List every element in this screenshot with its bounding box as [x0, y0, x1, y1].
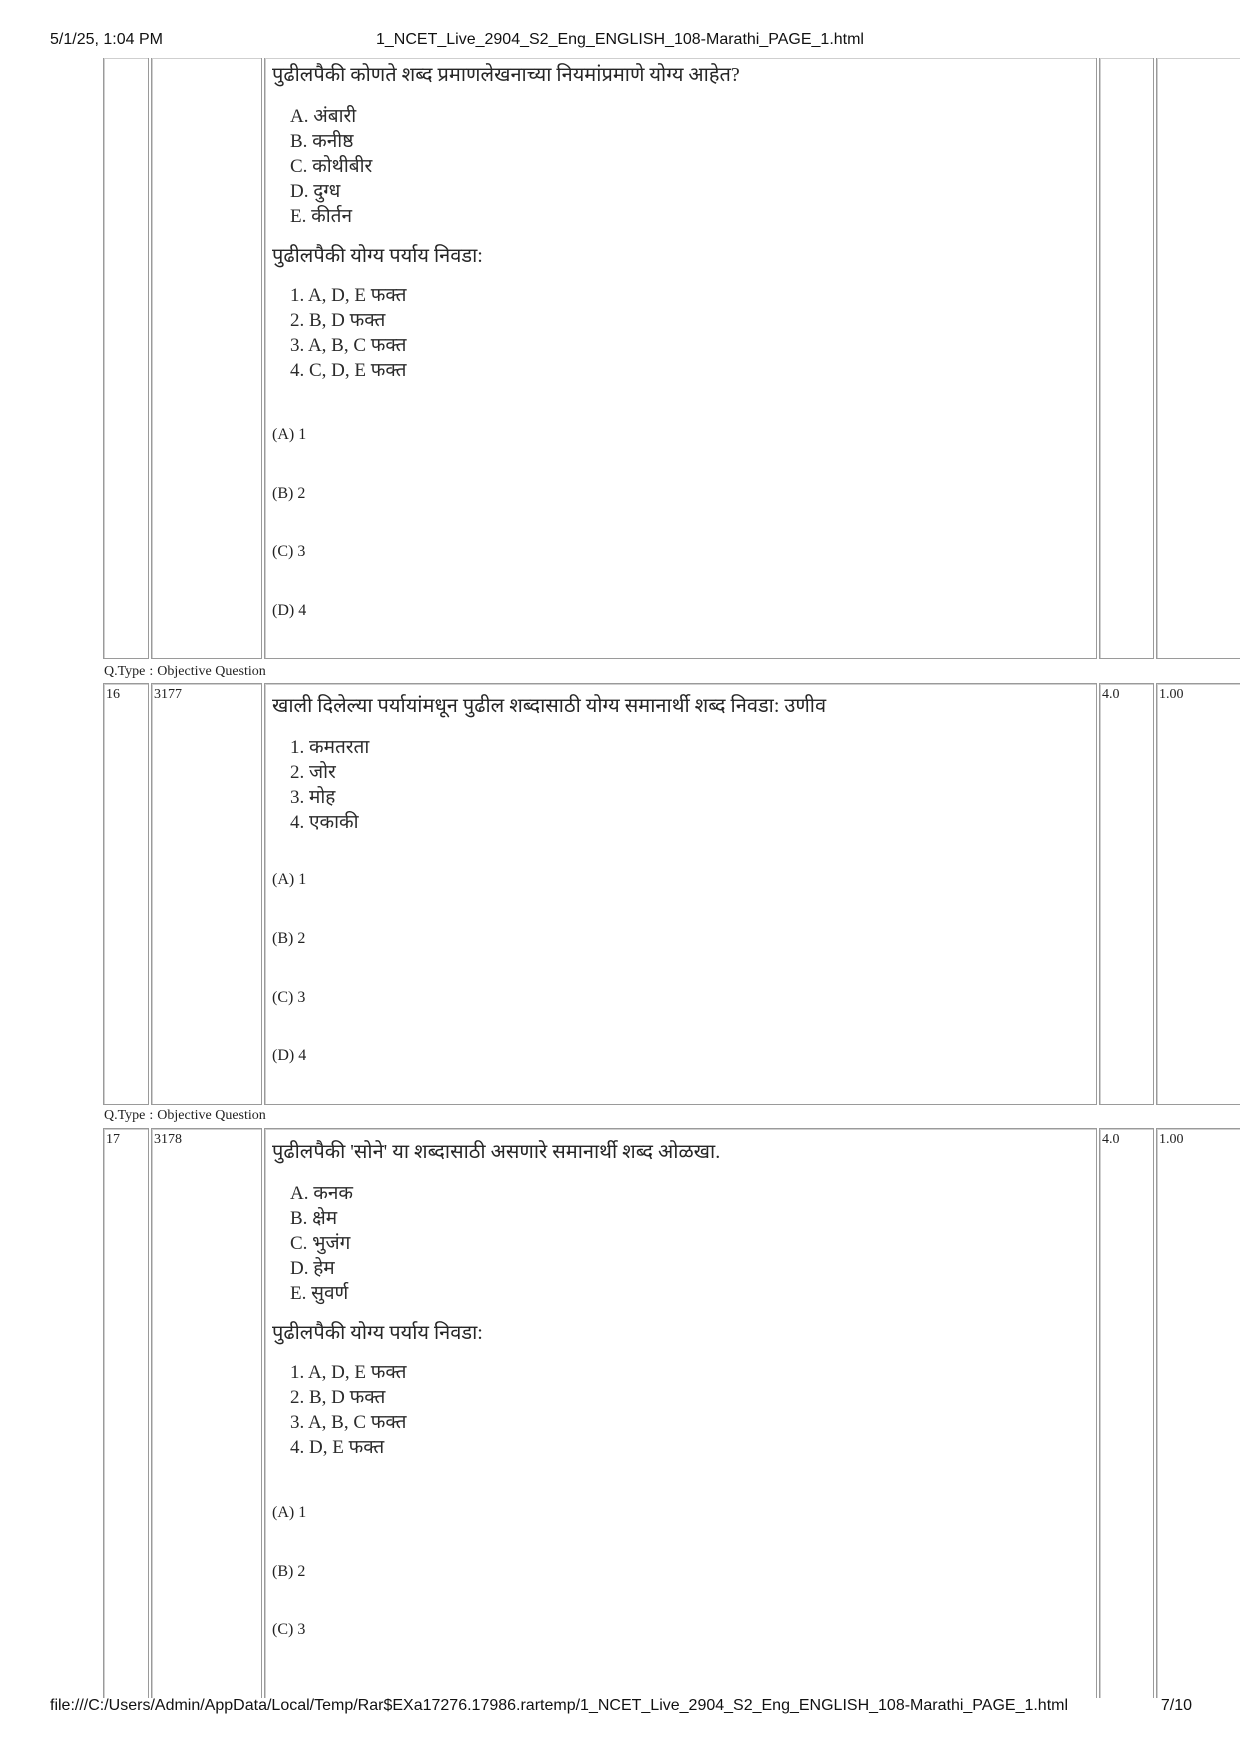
print-file-path: file:///C:/Users/Admin/AppData/Local/Temp/Rar$EXa17276.17986.rartemp/1_NCET_Live_2904_S2_Eng_ENGLISH_108-Marathi_PAGE_1.html [50, 1697, 1069, 1714]
statement-item: A. अंबारी [290, 106, 357, 127]
qtype-separator: : [149, 664, 154, 679]
answer-option-a[interactable]: (A) 1 [272, 871, 307, 888]
choice-list [272, 735, 826, 835]
qid-cell [151, 58, 262, 659]
qtype-value: Objective Question [157, 1108, 266, 1123]
choice-item: 2. जोर [290, 762, 336, 783]
question-17-body [272, 1139, 720, 1460]
sno-cell [103, 683, 149, 1105]
qtype-label: Q.Type [104, 664, 146, 679]
qtype-line [104, 664, 270, 680]
print-datetime: 5/1/25, 1:04 PM [50, 31, 163, 48]
question-15-body [272, 62, 740, 383]
marks-value: 4.0 [1102, 1132, 1120, 1147]
statement-item: A. कनक [290, 1183, 353, 1204]
answer-option-d[interactable]: (D) 4 [272, 1047, 307, 1064]
qid-cell [151, 683, 262, 1105]
print-page-number: 7/10 [1160, 1697, 1192, 1714]
statement-item: B. क्षेम [290, 1208, 338, 1229]
sno-cell [103, 58, 149, 659]
negative-marks-value: 1.00 [1159, 1132, 1184, 1147]
statement-item: B. कनीष्ठ [290, 131, 354, 152]
choose-prompt: पुढीलपैकी योग्य पर्याय निवडा: [272, 1322, 483, 1344]
answer-option-a[interactable]: (A) 1 [272, 1504, 307, 1521]
marks-cell [1099, 683, 1154, 1105]
choice-item: 2. B, D फक्त [290, 1387, 386, 1408]
marks-value: 4.0 [1102, 687, 1120, 702]
choice-item: 1. कमतरता [290, 737, 370, 758]
statement-item: C. भुजंग [290, 1233, 351, 1254]
marks-cell [1099, 1128, 1154, 1698]
negative-marks-cell [1156, 1128, 1240, 1698]
answer-option-a[interactable]: (A) 1 [272, 426, 307, 443]
qtype-value: Objective Question [157, 664, 266, 679]
answer-option-c[interactable]: (C) 3 [272, 989, 306, 1006]
question-16-body [272, 693, 826, 835]
question-stem: पुढीलपैकी 'सोने' या शब्दासाठी असणारे समानार्थी शब्द ओळखा. [272, 1141, 721, 1163]
answer-option-b[interactable]: (B) 2 [272, 485, 306, 502]
answer-option-d[interactable]: (D) 4 [272, 602, 307, 619]
question-stem: खाली दिलेल्या पर्यायांमधून पुढील शब्दासाठी योग्य समानार्थी शब्द निवडा: उणीव [272, 695, 827, 717]
answer-option-c[interactable]: (C) 3 [272, 1621, 306, 1638]
statement-list [272, 1181, 720, 1306]
answer-option-c[interactable]: (C) 3 [272, 543, 306, 560]
statement-item: C. कोथीबीर [290, 156, 373, 177]
choice-item: 4. C, D, E फक्त [290, 360, 407, 381]
qtype-separator: : [149, 1108, 154, 1123]
statement-list [272, 104, 740, 229]
qid-cell [151, 1128, 262, 1698]
statement-item: D. दुग्ध [290, 181, 341, 202]
answer-option-b[interactable]: (B) 2 [272, 930, 306, 947]
print-page-title: 1_NCET_Live_2904_S2_Eng_ENGLISH_108-Marathi_PAGE_1.html [376, 31, 864, 48]
choice-list [272, 283, 740, 383]
question-id: 3178 [154, 1132, 182, 1147]
choose-prompt: पुढीलपैकी योग्य पर्याय निवडा: [272, 245, 483, 267]
qtype-line [104, 1108, 270, 1124]
negative-marks-cell [1156, 58, 1240, 659]
serial-number: 17 [106, 1132, 120, 1147]
choice-item: 3. A, B, C फक्त [290, 335, 407, 356]
choice-item: 4. एकाकी [290, 812, 359, 833]
sno-cell [103, 1128, 149, 1698]
marks-cell [1099, 58, 1154, 659]
negative-marks-value: 1.00 [1159, 687, 1184, 702]
question-stem: पुढीलपैकी कोणते शब्द प्रमाणलेखनाच्या नियमांप्रमाणे योग्य आहेत? [272, 64, 740, 86]
choice-list [272, 1360, 720, 1460]
statement-item: D. हेम [290, 1258, 335, 1279]
answer-option-b[interactable]: (B) 2 [272, 1563, 306, 1580]
serial-number: 16 [106, 687, 120, 702]
choice-item: 4. D, E फक्त [290, 1437, 385, 1458]
choice-item: 1. A, D, E फक्त [290, 285, 407, 306]
choice-item: 3. A, B, C फक्त [290, 1412, 407, 1433]
statement-item: E. कीर्तन [290, 206, 352, 227]
question-id: 3177 [154, 687, 182, 702]
statement-item: E. सुवर्ण [290, 1283, 349, 1304]
choice-item: 3. मोह [290, 787, 336, 808]
choice-item: 2. B, D फक्त [290, 310, 386, 331]
choice-item: 1. A, D, E फक्त [290, 1362, 407, 1383]
negative-marks-cell [1156, 683, 1240, 1105]
qtype-label: Q.Type [104, 1108, 146, 1123]
